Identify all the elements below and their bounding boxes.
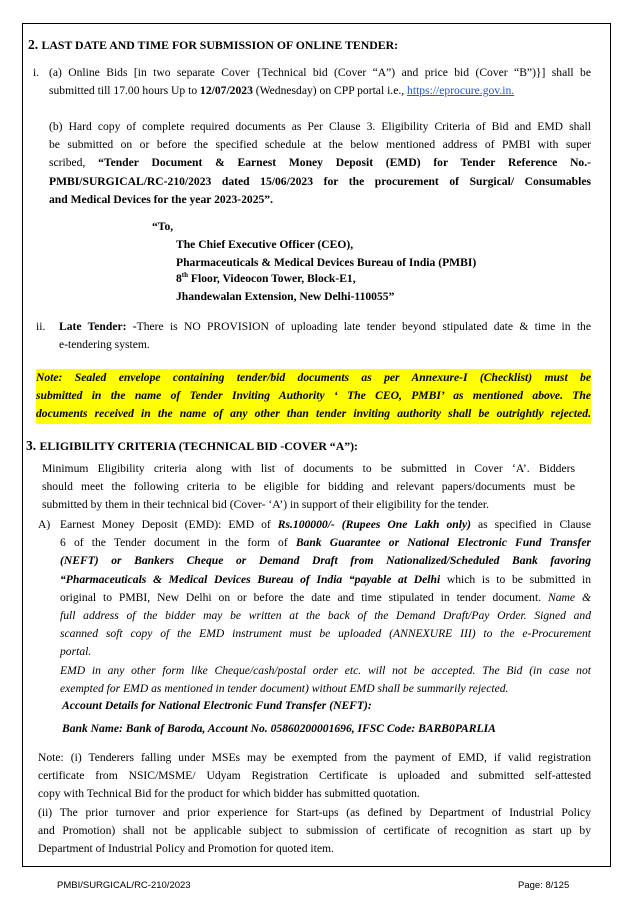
item-ii-line-2: e-tendering system. [59,338,150,352]
emd-line-1: Earnest Money Deposit (EMD): EMD of Rs.100000/- (Rupees One Lakh only) as specified in Clause [60,518,591,531]
section-2-number: 2. [28,37,39,52]
item-ii-paragraph [59,318,591,354]
eligibility-intro [42,460,575,515]
footer-reference: PMBI/SURGICAL/RC-210/2023 [57,880,191,891]
section-2-heading [28,36,398,54]
note-3-line-4: (ii) The prior turnover and prior experience for Start-ups (as defined by Department of Industrial Policy [38,805,591,819]
item-i-marker: i. [33,66,40,79]
note-3-line-5: and Promotion) shall not be applicable subject to submission of certificate of recognition as start up by [38,823,591,837]
sealed-envelope-note [36,369,591,424]
intro-line-2: should meet the following criteria to be eligible for bidding and relevant papers/documents must be [42,480,575,494]
address-line-4: Jhandewalan Extension, New Delhi-110055” [176,290,395,303]
item-i-b-line-2: be submitted on or before the specified schedule at the below mentioned address of PMBI with super [49,138,591,152]
note-line-3: documents received in the name of any other than tender inviting authority shall be outrightly rejected. [36,405,591,423]
section-3-heading [26,437,358,455]
bank-details: Bank Name: Bank of Baroda, Account No. 05860200001696, IFSC Code: BARB0PARLIA [62,722,496,735]
item-i-a-line-2: submitted till 17.00 hours Up to 12/07/2023 (Wednesday) on CPP portal i.e., https://eprocure.gov.in. [49,84,515,98]
address-line-2: Pharmaceuticals & Medical Devices Bureau of India (PMBI) [176,256,477,269]
emd-line-6: full address of the bidder may be written at the back of the Demand Draft/Pay Order. Signed and [60,608,591,622]
emd-line-9: EMD in any other form like Cheque/cash/postal order etc. will not be accepted. The Bid (in case not [60,663,591,677]
section-2-title: LAST DATE AND TIME FOR SUBMISSION OF ONLINE TENDER: [41,38,399,52]
emd-line-3: (NEFT) or Bankers Cheque or Demand Draft from Nationalized/Scheduled Bank favoring [60,554,591,568]
late-tender-label: Late Tender: - [59,320,137,333]
intro-line-1: Minimum Eligibility criteria along with list of documents to be submitted in Cover ‘A’. Bidders [42,462,575,475]
note-line-2: submitted in the name of Tender Inviting Authority ‘ The CEO, PMBI’ as mentioned above. The [36,387,591,405]
msme-note [38,749,591,858]
emd-line-2: 6 of the Tender document in the form of Bank Guarantee or National Electronic Fund Transfer [60,536,591,550]
address-line-1: The Chief Executive Officer (CEO), [176,238,354,251]
note-3-line-6: Department of Industrial Policy and Promotion for quoted item. [38,841,334,855]
emd-line-8: portal. [60,645,92,659]
note-line-1: Note: Sealed envelope containing tender/bid documents as per Annexure-I (Checklist) must be [36,369,591,387]
note-3-line-1: Note: (i) Tenderers falling under MSEs may be exempted from the payment of EMD, if valid registration [38,751,591,764]
item-i-a-line-1: (a) Online Bids [in two separate Cover {Technical bid (Cover “A”) and price bid (Cover “B”)}] shall be [49,66,591,79]
emd-line-10: exempted for EMD as mentioned in tender document) without EMD shall be summarily rejected. [60,681,509,695]
submission-date: 12/07/2023 [200,84,253,98]
emd-line-5: original to PMBI, New Delhi on or before the date and time stipulated in tender document. Name & [60,590,591,604]
note-3-line-2: certificate from NSIC/MSME/ Udyam Registration Certificate is uploaded and submitted self-attested [38,769,591,783]
item-i-b-line-5: and Medical Devices for the year 2023-2025”. [49,192,274,206]
item-ii-line-1: Late Tender: -There is NO PROVISION of uploading late tender beyond stipulated date & time in the [59,320,591,333]
emd-amount: Rs.100000/- (Rupees One Lakh only) [277,518,471,531]
eprocure-link[interactable]: https://eprocure.gov.in. [407,84,515,98]
note-3-line-3: copy with Technical Bid for the product for which bidder has submitted quotation. [38,787,420,801]
item-i-b-line-4: PMBI/SURGICAL/RC-210/2023 dated 15/06/2023 for the procurement of Surgical/ Consumables [49,174,591,188]
item-i-b-line-1: (b) Hard copy of complete required documents as Per Clause 3. Eligibility Criteria of Bid and EMD shall [49,120,591,133]
emd-line-4: “Pharmaceuticals & Medical Devices Bureau of India “payable at Delhi which is to be submitted in [60,572,591,586]
emd-line-7: scanned soft copy of the EMD instrument must be uploaded (ANNEXURE III) to the e-Procurement [60,627,591,641]
address-to: “To, [152,220,174,233]
intro-line-3: submitted by them in their technical bid (Cover- ‘A’) in support of their eligibility for the tender. [42,498,489,512]
item-i-b-paragraph [49,118,591,209]
item-ii-marker: ii. [36,320,46,333]
section-3-title: ELIGIBILITY CRITERIA (TECHNICAL BID -COVER “A”): [39,439,358,453]
item-A-marker: A) [38,518,51,531]
emd-paragraph [60,516,591,698]
item-i-a-paragraph [49,64,591,100]
section-3-number: 3. [26,438,37,453]
item-i-b-line-3: scribed, “Tender Document & Earnest Money Deposit (EMD) for Tender Reference No.- [49,156,591,170]
address-line-3: 8th Floor, Videocon Tower, Block-E1, [176,271,356,285]
footer-page-number: Page: 8/125 [518,880,570,891]
neft-account-heading: Account Details for National Electronic Fund Transfer (NEFT): [62,699,372,712]
